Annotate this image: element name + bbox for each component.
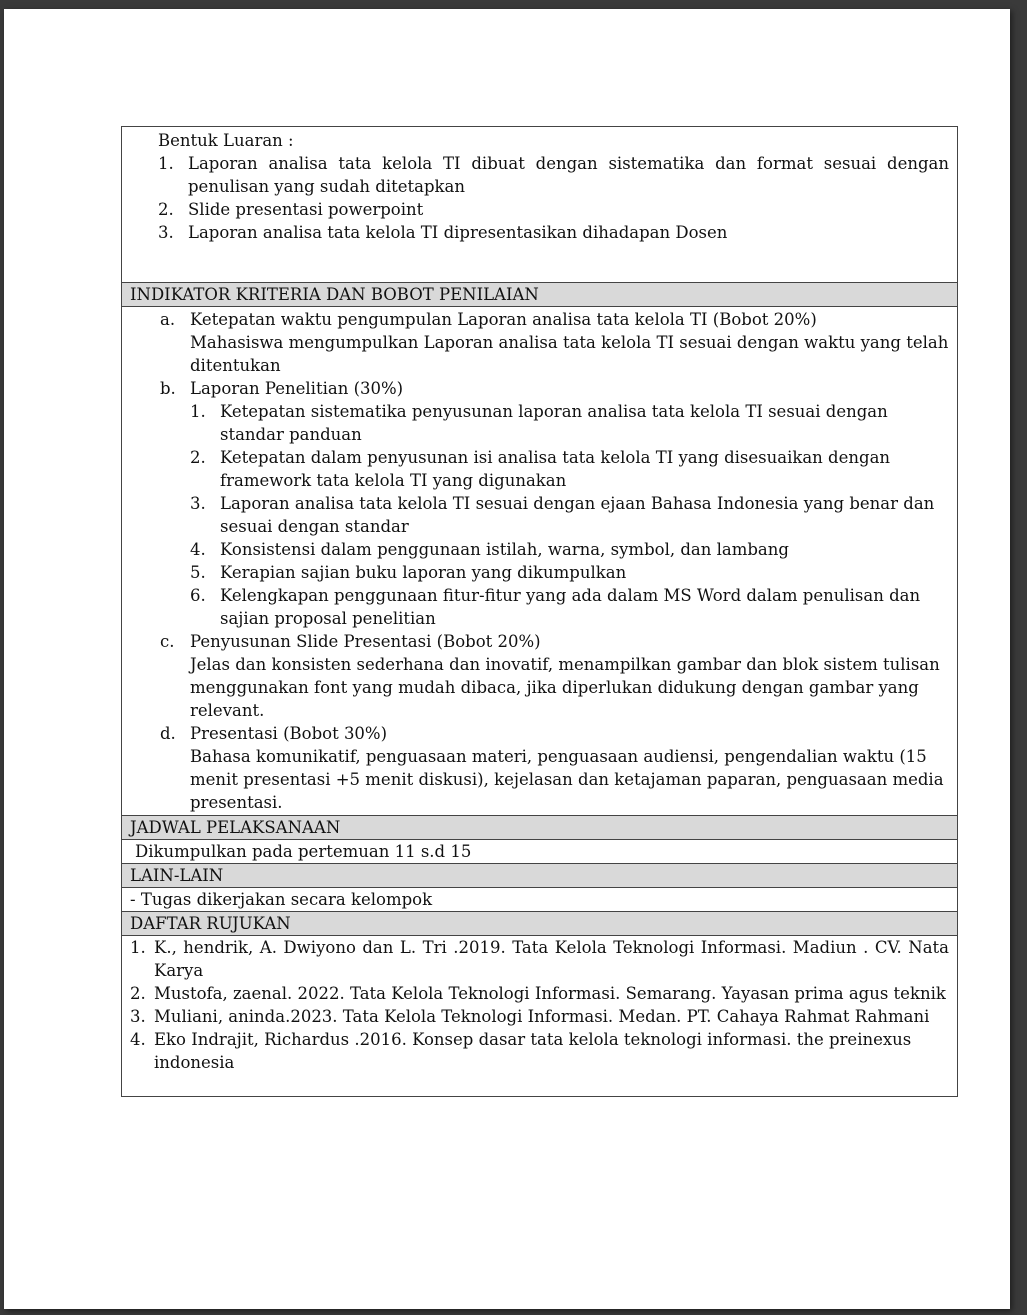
- list-text: Kerapian sajian buku laporan yang dikumpulkan: [220, 563, 627, 582]
- reference-text: Mustofa, zaenal. 2022. Tata Kelola Teknologi Informasi. Semarang. Yayasan prima agus teknik: [154, 984, 946, 1003]
- list-number: 1.: [190, 402, 206, 421]
- other-header: LAIN-LAIN: [122, 864, 957, 888]
- list-number: 3.: [130, 1007, 146, 1026]
- list-item: [190, 584, 949, 630]
- criteria-desc: Mahasiswa mengumpulkan Laporan analisa tata kelola TI sesuai dengan waktu yang telah ditentukan: [190, 333, 949, 375]
- other-text: - Tugas dikerjakan secara kelompok: [130, 890, 433, 909]
- list-item: [158, 152, 949, 198]
- criteria-desc: Bahasa komunikatif, penguasaan materi, penguasaan audiensi, pengendalian waktu (15 menit presentasi +5 menit diskusi), kejelasan dan ketajaman paparan, penguasaan media presentasi.: [190, 747, 944, 812]
- list-item: [190, 400, 949, 446]
- list-text: Kelengkapan penggunaan fitur-fitur yang ada dalam MS Word dalam penulisan dan sajian proposal penelitian: [220, 586, 921, 628]
- schedule-header: JADWAL PELAKSANAAN: [122, 816, 957, 840]
- list-item: [158, 221, 949, 244]
- criteria-item-a: [160, 308, 949, 377]
- criteria-section: [122, 282, 957, 815]
- list-text: Ketepatan sistematika penyusunan laporan analisa tata kelola TI sesuai dengan standar panduan: [220, 402, 888, 444]
- criteria-item-b: [160, 377, 949, 630]
- list-item: [190, 561, 949, 584]
- schedule-text: Dikumpulkan pada pertemuan 11 s.d 15: [135, 842, 472, 861]
- criteria-item-d: [160, 722, 949, 814]
- output-title: Bentuk Luaran :: [158, 131, 294, 150]
- list-number: 1.: [130, 938, 146, 957]
- list-text: Laporan analisa tata kelola TI dipresentasikan dihadapan Dosen: [188, 223, 728, 242]
- list-item: [190, 538, 949, 561]
- list-text: Slide presentasi powerpoint: [188, 200, 424, 219]
- list-item: [190, 446, 949, 492]
- document-page: [4, 9, 1010, 1309]
- reference-text: Muliani, aninda.2023. Tata Kelola Teknologi Informasi. Medan. PT. Cahaya Rahmat Rahmani: [154, 1007, 930, 1026]
- list-number: 2.: [130, 984, 146, 1003]
- list-number: 5.: [190, 563, 206, 582]
- list-number: 2.: [190, 448, 206, 467]
- criteria-desc: Jelas dan konsisten sederhana dan inovatif, menampilkan gambar dan blok sistem tulisan menggunakan font yang mudah dibaca, jika diperlukan didukung dengan gambar yang relevant.: [190, 655, 940, 720]
- list-number: 4.: [190, 540, 206, 559]
- list-number: 2.: [158, 200, 174, 219]
- other-section: [122, 863, 957, 911]
- list-letter: d.: [160, 724, 176, 743]
- list-number: 3.: [190, 494, 206, 513]
- criteria-title: Penyusunan Slide Presentasi (Bobot 20%): [190, 632, 541, 651]
- reference-item: [130, 936, 949, 982]
- list-text: Ketepatan dalam penyusunan isi analisa tata kelola TI yang disesuaikan dengan framework tata kelola TI yang digunakan: [220, 448, 891, 490]
- reference-item: [130, 1028, 949, 1074]
- assignment-table: [121, 126, 958, 1097]
- criteria-item-c: [160, 630, 949, 722]
- list-text: Laporan analisa tata kelola TI dibuat dengan sistematika dan format sesuai dengan penulisan yang sudah ditetapkan: [188, 154, 949, 196]
- list-letter: b.: [160, 379, 176, 398]
- list-number: 4.: [130, 1030, 146, 1049]
- list-item: [190, 492, 949, 538]
- list-number: 6.: [190, 586, 206, 605]
- criteria-body: [122, 307, 957, 815]
- output-section: [122, 127, 957, 282]
- list-number: 3.: [158, 223, 174, 242]
- list-number: 1.: [158, 154, 174, 173]
- criteria-sublist: [190, 400, 949, 630]
- reference-text: K., hendrik, A. Dwiyono dan L. Tri .2019. Tata Kelola Teknologi Informasi. Madiun . CV. Nata Karya: [154, 938, 949, 980]
- references-list: [122, 936, 957, 1096]
- references-header: DAFTAR RUJUKAN: [122, 912, 957, 936]
- reference-text: Eko Indrajit, Richardus .2016. Konsep dasar tata kelola teknologi informasi. the preinexus indonesia: [154, 1030, 912, 1072]
- list-text: Laporan analisa tata kelola TI sesuai dengan ejaan Bahasa Indonesia yang benar dan sesuai dengan standar: [220, 494, 935, 536]
- criteria-title: Laporan Penelitian (30%): [190, 379, 404, 398]
- list-letter: c.: [160, 632, 175, 651]
- list-item: [158, 198, 949, 221]
- reference-item: [130, 982, 949, 1005]
- schedule-section: [122, 815, 957, 863]
- criteria-header: INDIKATOR KRITERIA DAN BOBOT PENILAIAN: [122, 283, 957, 307]
- reference-item: [130, 1005, 949, 1028]
- references-section: [122, 911, 957, 1096]
- criteria-title: Ketepatan waktu pengumpulan Laporan analisa tata kelola TI (Bobot 20%): [190, 310, 817, 329]
- list-text: Konsistensi dalam penggunaan istilah, warna, symbol, dan lambang: [220, 540, 789, 559]
- list-letter: a.: [160, 310, 176, 329]
- criteria-title: Presentasi (Bobot 30%): [190, 724, 388, 743]
